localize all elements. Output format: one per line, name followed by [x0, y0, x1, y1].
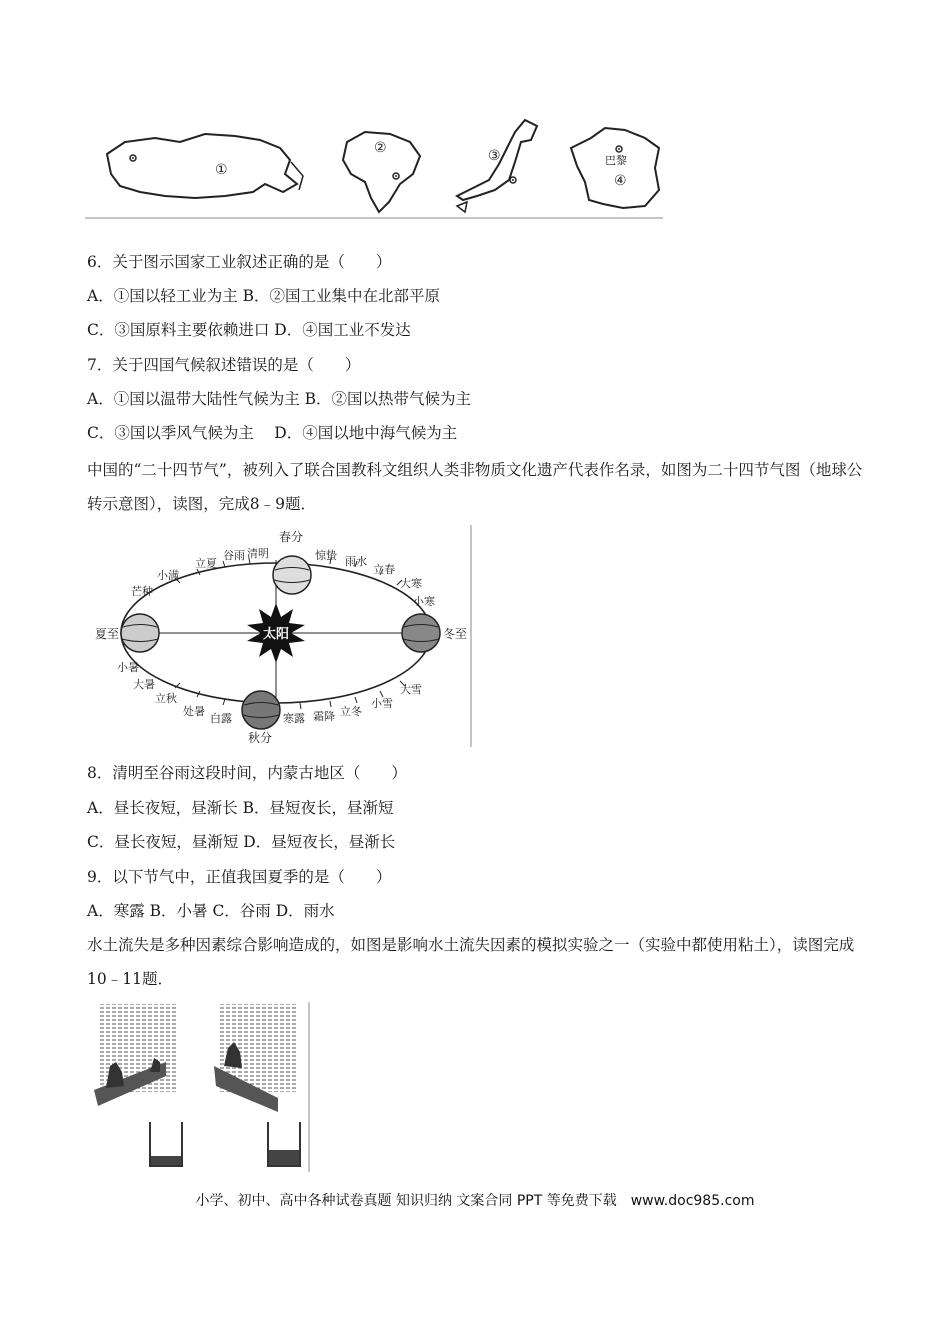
question-6-options-cd: C．③国原料主要依赖进口 D．④国工业不发达	[87, 321, 411, 339]
earth-winter-solstice	[402, 614, 440, 652]
map-label-paris: 巴黎	[605, 154, 627, 167]
label-winter-solstice: 冬至	[443, 627, 468, 641]
beaker-right	[268, 1122, 300, 1166]
label-dahan: 大寒	[400, 577, 422, 590]
label-shuangjiang: 霜降	[313, 710, 335, 723]
label-lixia: 立夏	[195, 557, 217, 570]
label-bailu: 白露	[210, 712, 232, 725]
label-xiaoman: 小满	[157, 569, 179, 582]
earth-summer-solstice	[121, 614, 159, 652]
question-7-stem: 7．关于四国气候叙述错误的是（ ）	[87, 356, 361, 374]
question-8-stem: 8．清明至谷雨这段时间，内蒙古地区（ ）	[87, 764, 407, 782]
label-summer-solstice: 夏至	[95, 627, 120, 641]
question-9-stem: 9．以下节气中，正值我国夏季的是（ ）	[87, 868, 392, 886]
label-spring-equinox: 春分	[279, 530, 304, 544]
page-footer: 小学、初中、高中各种试卷真题 知识归纳 文案合同 PPT 等免费下载 www.doc985.com	[195, 1193, 755, 1209]
map-france	[571, 128, 659, 208]
label-liqiu: 立秋	[155, 692, 177, 705]
label-xiaoshu: 小暑	[117, 661, 139, 674]
earth-autumn-equinox	[242, 691, 280, 729]
question-8-options-cd: C．昼长夜短，昼渐短 D．昼短夜长，昼渐长	[87, 833, 396, 851]
intro-questions-8-9: 中国的“二十四节气”，被列入了联合国教科文组织人类非物质文化遗产代表作名录，如图为二十四节气图（地球公转示意图），读图，完成8﹣9题．	[87, 461, 863, 513]
sun-label: 太阳	[262, 627, 290, 642]
question-7-options-ab: A．①国以温带大陆性气候为主 B．②国以热带气候为主	[87, 390, 472, 408]
label-autumn-equinox: 秋分	[248, 731, 273, 745]
label-xiaoxue: 小雪	[371, 697, 393, 710]
earth-spring-equinox	[273, 556, 311, 594]
label-guyu: 谷雨	[223, 549, 245, 562]
question-6-options-ab: A．①国以轻工业为主 B．②国工业集中在北部平原	[87, 287, 441, 305]
label-jingzhe: 惊蛰	[315, 549, 337, 562]
label-mangzhong: 芒种	[131, 585, 153, 598]
beaker-left	[150, 1122, 182, 1166]
erosion-experiment-figure	[88, 1002, 313, 1172]
label-xiaohan: 小寒	[413, 595, 435, 608]
label-qingming: 清明	[247, 547, 269, 560]
question-9-options: A．寒露 B．小暑 C．谷雨 D．雨水	[87, 902, 335, 920]
label-lichun: 立春	[373, 563, 395, 576]
label-chushu: 处暑	[183, 705, 205, 718]
map-label-4: ④	[614, 173, 627, 189]
country-maps-figure	[85, 112, 665, 222]
solar-terms-figure	[95, 525, 475, 747]
question-6-stem: 6．关于图示国家工业叙述正确的是（ ）	[87, 253, 392, 271]
label-lidong: 立冬	[340, 705, 362, 718]
map-russia	[107, 134, 297, 198]
label-dashu: 大暑	[133, 678, 155, 691]
question-8-options-ab: A．昼长夜短，昼渐长 B．昼短夜长，昼渐短	[87, 799, 394, 817]
label-yushui: 雨水	[345, 555, 367, 568]
map-label-2: ②	[374, 140, 387, 156]
map-label-1: ①	[215, 162, 228, 178]
map-label-3: ③	[488, 148, 501, 164]
label-hanlu: 寒露	[283, 712, 305, 725]
question-7-options-cd: C．③国以季风气候为主 D．④国以地中海气候为主	[87, 424, 458, 442]
label-daxue: 大雪	[400, 683, 422, 696]
intro-questions-10-11: 水土流失是多种因素综合影响造成的，如图是影响水土流失因素的模拟实验之一（实验中都使用粘土），读图完成10﹣11题．	[87, 936, 855, 988]
